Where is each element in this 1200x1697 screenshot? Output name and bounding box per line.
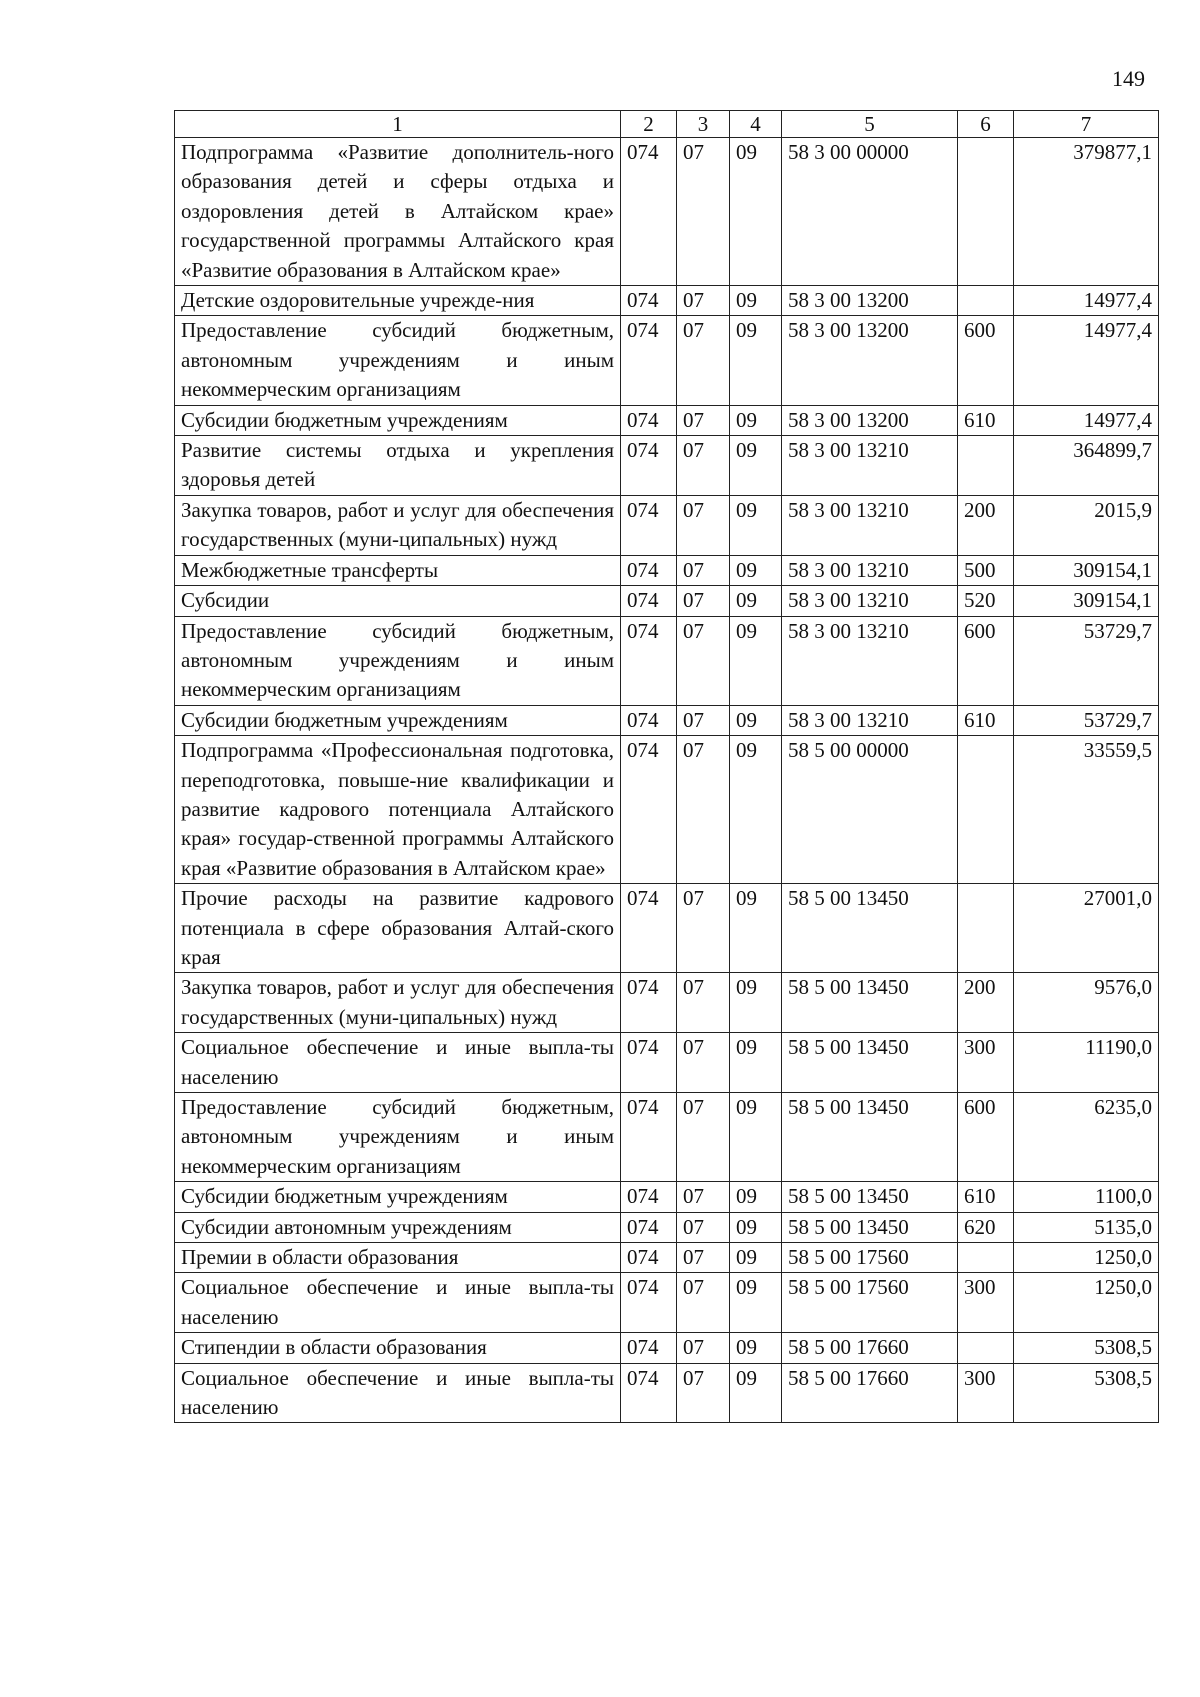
target-item-code: 58 5 00 17660 (782, 1333, 958, 1363)
subsection-code: 09 (730, 1212, 782, 1242)
column-header-5: 5 (782, 111, 958, 138)
table-row (175, 436, 1159, 496)
header-row (175, 111, 1159, 138)
section-code: 07 (677, 1363, 730, 1423)
item-name: Субсидии бюджетным учреждениям (175, 705, 621, 735)
expense-type-code: 300 (958, 1273, 1014, 1333)
amount: 1100,0 (1014, 1182, 1159, 1212)
table-row (175, 1212, 1159, 1242)
table-row (175, 1182, 1159, 1212)
item-name: Субсидии бюджетным учреждениям (175, 1182, 621, 1212)
table-row (175, 736, 1159, 884)
column-header-6: 6 (958, 111, 1014, 138)
budget-table (174, 110, 1159, 1423)
table-row (175, 1033, 1159, 1093)
amount: 53729,7 (1014, 616, 1159, 705)
target-item-code: 58 5 00 17560 (782, 1243, 958, 1273)
section-code: 07 (677, 1333, 730, 1363)
amount: 1250,0 (1014, 1243, 1159, 1273)
subsection-code: 09 (730, 1273, 782, 1333)
ministry-code: 074 (621, 316, 677, 405)
column-header-1: 1 (175, 111, 621, 138)
item-name: Подпрограмма «Профессиональная подготовка, переподготовка, повыше-ние квалификации и развитие кадрового потенциала Алтайского края» государ-ственной программы Алтайского края «Развитие образования в Алтайском крае» (175, 736, 621, 884)
expense-type-code: 620 (958, 1212, 1014, 1242)
expense-type-code: 600 (958, 616, 1014, 705)
section-code: 07 (677, 495, 730, 555)
table-row (175, 884, 1159, 973)
expense-type-code (958, 138, 1014, 286)
item-name: Субсидии автономным учреждениям (175, 1212, 621, 1242)
item-name: Подпрограмма «Развитие дополнитель-ного образования детей и сферы отдыха и оздоровления детей в Алтайском крае» государственной программы Алтайского края «Развитие образования в Алтайском крае» (175, 138, 621, 286)
expense-type-code (958, 436, 1014, 496)
section-code: 07 (677, 705, 730, 735)
subsection-code: 09 (730, 1033, 782, 1093)
section-code: 07 (677, 316, 730, 405)
subsection-code: 09 (730, 705, 782, 735)
amount: 53729,7 (1014, 705, 1159, 735)
section-code: 07 (677, 436, 730, 496)
target-item-code: 58 3 00 13210 (782, 555, 958, 585)
item-name: Прочие расходы на развитие кадрового потенциала в сфере образования Алтай-ского края (175, 884, 621, 973)
item-name: Социальное обеспечение и иные выпла-ты населению (175, 1273, 621, 1333)
subsection-code: 09 (730, 586, 782, 616)
ministry-code: 074 (621, 1243, 677, 1273)
column-header-4: 4 (730, 111, 782, 138)
ministry-code: 074 (621, 1033, 677, 1093)
section-code: 07 (677, 1243, 730, 1273)
amount: 5308,5 (1014, 1333, 1159, 1363)
item-name: Социальное обеспечение и иные выпла-ты населению (175, 1363, 621, 1423)
table-row (175, 555, 1159, 585)
target-item-code: 58 5 00 17560 (782, 1273, 958, 1333)
table-row (175, 1093, 1159, 1182)
table-row (175, 316, 1159, 405)
target-item-code: 58 5 00 13450 (782, 884, 958, 973)
item-name: Детские оздоровительные учрежде-ния (175, 286, 621, 316)
target-item-code: 58 5 00 17660 (782, 1363, 958, 1423)
section-code: 07 (677, 1093, 730, 1182)
table-row (175, 586, 1159, 616)
subsection-code: 09 (730, 555, 782, 585)
ministry-code: 074 (621, 586, 677, 616)
amount: 6235,0 (1014, 1093, 1159, 1182)
subsection-code: 09 (730, 316, 782, 405)
subsection-code: 09 (730, 616, 782, 705)
column-header-3: 3 (677, 111, 730, 138)
expense-type-code (958, 1333, 1014, 1363)
subsection-code: 09 (730, 736, 782, 884)
amount: 5308,5 (1014, 1363, 1159, 1423)
subsection-code: 09 (730, 495, 782, 555)
amount: 33559,5 (1014, 736, 1159, 884)
expense-type-code: 600 (958, 316, 1014, 405)
target-item-code: 58 3 00 13200 (782, 286, 958, 316)
subsection-code: 09 (730, 1093, 782, 1182)
item-name: Субсидии (175, 586, 621, 616)
target-item-code: 58 3 00 13210 (782, 616, 958, 705)
section-code: 07 (677, 736, 730, 884)
item-name: Предоставление субсидий бюджетным, автономным учреждениям и иным некоммерческим организациям (175, 1093, 621, 1182)
section-code: 07 (677, 1212, 730, 1242)
section-code: 07 (677, 973, 730, 1033)
ministry-code: 074 (621, 1333, 677, 1363)
item-name: Развитие системы отдыха и укрепления здоровья детей (175, 436, 621, 496)
amount: 5135,0 (1014, 1212, 1159, 1242)
ministry-code: 074 (621, 555, 677, 585)
table-row (175, 495, 1159, 555)
target-item-code: 58 5 00 00000 (782, 736, 958, 884)
ministry-code: 074 (621, 1212, 677, 1242)
section-code: 07 (677, 405, 730, 435)
expense-type-code (958, 736, 1014, 884)
section-code: 07 (677, 616, 730, 705)
expense-type-code: 610 (958, 405, 1014, 435)
ministry-code: 074 (621, 1093, 677, 1182)
amount: 27001,0 (1014, 884, 1159, 973)
amount: 2015,9 (1014, 495, 1159, 555)
item-name: Предоставление субсидий бюджетным, автономным учреждениям и иным некоммерческим организациям (175, 316, 621, 405)
ministry-code: 074 (621, 973, 677, 1033)
amount: 1250,0 (1014, 1273, 1159, 1333)
section-code: 07 (677, 1273, 730, 1333)
target-item-code: 58 3 00 13210 (782, 705, 958, 735)
subsection-code: 09 (730, 1182, 782, 1212)
item-name: Стипендии в области образования (175, 1333, 621, 1363)
column-header-2: 2 (621, 111, 677, 138)
amount: 14977,4 (1014, 286, 1159, 316)
target-item-code: 58 3 00 13210 (782, 436, 958, 496)
amount: 11190,0 (1014, 1033, 1159, 1093)
expense-type-code: 600 (958, 1093, 1014, 1182)
item-name: Межбюджетные трансферты (175, 555, 621, 585)
item-name: Социальное обеспечение и иные выпла-ты населению (175, 1033, 621, 1093)
subsection-code: 09 (730, 286, 782, 316)
expense-type-code: 610 (958, 705, 1014, 735)
item-name: Субсидии бюджетным учреждениям (175, 405, 621, 435)
expense-type-code (958, 286, 1014, 316)
section-code: 07 (677, 884, 730, 973)
amount: 309154,1 (1014, 555, 1159, 585)
ministry-code: 074 (621, 736, 677, 884)
expense-type-code: 520 (958, 586, 1014, 616)
section-code: 07 (677, 138, 730, 286)
target-item-code: 58 3 00 00000 (782, 138, 958, 286)
item-name: Закупка товаров, работ и услуг для обеспечения государственных (муни-ципальных) нужд (175, 973, 621, 1033)
amount: 14977,4 (1014, 405, 1159, 435)
subsection-code: 09 (730, 1363, 782, 1423)
section-code: 07 (677, 586, 730, 616)
item-name: Закупка товаров, работ и услуг для обеспечения государственных (муни-ципальных) нужд (175, 495, 621, 555)
subsection-code: 09 (730, 405, 782, 435)
ministry-code: 074 (621, 286, 677, 316)
table-row (175, 286, 1159, 316)
page-number: 149 (1112, 66, 1145, 91)
ministry-code: 074 (621, 1273, 677, 1333)
amount: 9576,0 (1014, 973, 1159, 1033)
section-code: 07 (677, 555, 730, 585)
table-row (175, 405, 1159, 435)
target-item-code: 58 5 00 13450 (782, 1033, 958, 1093)
expense-type-code: 200 (958, 973, 1014, 1033)
ministry-code: 074 (621, 616, 677, 705)
column-header-7: 7 (1014, 111, 1159, 138)
table-row (175, 973, 1159, 1033)
table-row (175, 616, 1159, 705)
section-code: 07 (677, 1182, 730, 1212)
expense-type-code (958, 1243, 1014, 1273)
ministry-code: 074 (621, 436, 677, 496)
target-item-code: 58 3 00 13210 (782, 586, 958, 616)
subsection-code: 09 (730, 884, 782, 973)
table-row (175, 705, 1159, 735)
item-name: Предоставление субсидий бюджетным, автономным учреждениям и иным некоммерческим организациям (175, 616, 621, 705)
ministry-code: 074 (621, 884, 677, 973)
ministry-code: 074 (621, 405, 677, 435)
expense-type-code: 200 (958, 495, 1014, 555)
amount: 379877,1 (1014, 138, 1159, 286)
subsection-code: 09 (730, 436, 782, 496)
target-item-code: 58 5 00 13450 (782, 973, 958, 1033)
table-row (175, 1273, 1159, 1333)
expense-type-code: 610 (958, 1182, 1014, 1212)
table-row (175, 1333, 1159, 1363)
table-row (175, 138, 1159, 286)
target-item-code: 58 5 00 13450 (782, 1093, 958, 1182)
amount: 364899,7 (1014, 436, 1159, 496)
amount: 309154,1 (1014, 586, 1159, 616)
target-item-code: 58 3 00 13210 (782, 495, 958, 555)
target-item-code: 58 5 00 13450 (782, 1212, 958, 1242)
subsection-code: 09 (730, 138, 782, 286)
ministry-code: 074 (621, 1363, 677, 1423)
ministry-code: 074 (621, 1182, 677, 1212)
table-row (175, 1243, 1159, 1273)
amount: 14977,4 (1014, 316, 1159, 405)
expense-type-code: 300 (958, 1363, 1014, 1423)
subsection-code: 09 (730, 1243, 782, 1273)
item-name: Премии в области образования (175, 1243, 621, 1273)
subsection-code: 09 (730, 1333, 782, 1363)
expense-type-code (958, 884, 1014, 973)
ministry-code: 074 (621, 495, 677, 555)
target-item-code: 58 3 00 13200 (782, 405, 958, 435)
target-item-code: 58 5 00 13450 (782, 1182, 958, 1212)
subsection-code: 09 (730, 973, 782, 1033)
expense-type-code: 500 (958, 555, 1014, 585)
table-row (175, 1363, 1159, 1423)
target-item-code: 58 3 00 13200 (782, 316, 958, 405)
section-code: 07 (677, 1033, 730, 1093)
expense-type-code: 300 (958, 1033, 1014, 1093)
ministry-code: 074 (621, 705, 677, 735)
ministry-code: 074 (621, 138, 677, 286)
section-code: 07 (677, 286, 730, 316)
